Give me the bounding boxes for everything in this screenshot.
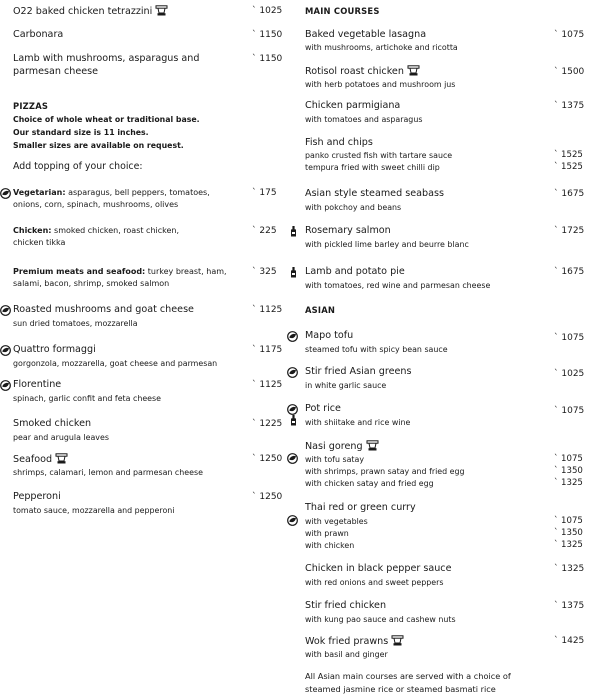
asian-item-option-price: ` 1350 — [554, 466, 583, 476]
menu-item-name: Lamb and potato pie — [305, 266, 405, 277]
pizza-name: Smoked chicken — [13, 418, 92, 429]
asian-item-description: in white garlic sauce — [305, 381, 387, 390]
pizza-price: ` 1250 — [252, 454, 283, 464]
menu-item-name: Asian style steamed seabass — [305, 188, 444, 199]
menu-item-description: with tomatoes, red wine and parmesan cheese — [305, 281, 491, 290]
asian-item-description: with kung pao sauce and cashew nuts — [305, 615, 456, 624]
menu-item-price: ` 1675 — [554, 267, 585, 277]
alcohol-icon — [290, 267, 297, 278]
menu-item-name: Fish and chips — [305, 137, 373, 148]
asian-item-price: ` 1075 — [554, 406, 585, 416]
pizza-note: Our standard size is 11 inches. — [13, 128, 149, 137]
asian-item-name: Mapo tofu — [305, 330, 354, 341]
menu-item-description: with pickled lime barley and beurre blanc — [305, 240, 469, 249]
menu-item-name: O22 baked chicken tetrazzini — [13, 5, 168, 18]
menu-item-description: with mushrooms, artichoke and ricotta — [305, 43, 458, 52]
vegetarian-icon — [0, 305, 11, 316]
pizza-description: tomato sauce, mozzarella and pepperoni — [13, 506, 175, 515]
menu-item-name: Rosemary salmon — [305, 225, 391, 236]
chef-hat-icon — [366, 440, 379, 451]
pizza-description: sun dried tomatoes, mozzarella — [13, 319, 138, 328]
asian-item-option: with tofu satay — [305, 455, 365, 464]
vegetarian-icon — [287, 515, 298, 526]
menu-item-description: with pokchoy and beans — [305, 203, 402, 212]
menu-item-price: ` 1025 — [252, 6, 283, 16]
menu-item-option-price: ` 1525 — [554, 150, 583, 160]
topping-price: ` 325 — [252, 267, 277, 277]
asian-item-price: ` 1025 — [554, 369, 585, 379]
asian-item-option-price: ` 1350 — [554, 528, 583, 538]
vegetarian-icon — [0, 345, 11, 356]
asian-item-option: with vegetables — [305, 517, 368, 526]
menu-item-price: ` 1500 — [554, 67, 585, 77]
asian-item-price: ` 1425 — [554, 636, 585, 646]
asian-item-option-price: ` 1075 — [554, 516, 583, 526]
menu-item-name: Carbonara — [13, 29, 64, 40]
menu-item-price: ` 1150 — [252, 54, 283, 64]
asian-item-option-price: ` 1075 — [554, 454, 583, 464]
topping-line: Chicken: smoked chicken, roast chicken, — [13, 226, 180, 235]
pizza-name: Quattro formaggi — [13, 344, 96, 355]
pizza-price: ` 1125 — [252, 380, 283, 390]
asian-item-name: Chicken in black pepper sauce — [305, 563, 452, 574]
vegetarian-icon — [287, 331, 298, 342]
asian-item-option-price: ` 1325 — [554, 540, 583, 550]
asian-item-name: Wok fried prawns — [305, 635, 404, 648]
menu-item-option-price: ` 1525 — [554, 162, 583, 172]
asian-item-price: ` 1325 — [554, 564, 585, 574]
menu-item-name: Baked vegetable lasagna — [305, 29, 427, 40]
asian-item-description: steamed tofu with spicy bean sauce — [305, 345, 448, 354]
menu-item-name-continued: parmesan cheese — [13, 66, 99, 77]
asian-item-name: Thai red or green curry — [305, 502, 416, 513]
pizza-price: ` 1250 — [252, 492, 283, 502]
topping-price: ` 175 — [252, 188, 277, 198]
menu-item-price: ` 1675 — [554, 189, 585, 199]
pizza-name: Roasted mushrooms and goat cheese — [13, 304, 194, 315]
topping-line: Premium meats and seafood: turkey breast, ham, — [13, 267, 227, 276]
chef-hat-icon — [155, 5, 168, 16]
topping-intro: Add topping of your choice: — [13, 161, 143, 172]
pizza-note: Choice of whole wheat or traditional base. — [13, 115, 200, 124]
alcohol-icon — [290, 415, 297, 426]
pizza-description: shrimps, calamari, lemon and parmesan cheese — [13, 468, 203, 477]
asian-item-price: ` 1075 — [554, 333, 585, 343]
vegetarian-icon — [0, 380, 11, 391]
menu-item-option: tempura fried with sweet chilli dip — [305, 163, 440, 172]
menu-item-name: Chicken parmigiana — [305, 100, 401, 111]
asian-item-description: with basil and ginger — [305, 650, 388, 659]
topping-line: salami, bacon, shrimp, smoked salmon — [13, 279, 170, 288]
topping-line: Vegetarian: asparagus, bell peppers, tomatoes, — [13, 188, 210, 197]
pizza-price: ` 1175 — [252, 345, 283, 355]
menu-item-price: ` 1725 — [554, 226, 585, 236]
section-heading-pizzas: PIZZAS — [13, 101, 49, 111]
pizza-description: gorgonzola, mozzarella, goat cheese and parmesan — [13, 359, 218, 368]
pizza-name: Pepperoni — [13, 491, 61, 502]
chef-hat-icon — [55, 453, 68, 464]
vegetarian-icon — [287, 453, 298, 464]
pizza-price: ` 1125 — [252, 305, 283, 315]
vegetarian-icon — [0, 188, 11, 199]
pizza-name: Florentine — [13, 379, 62, 390]
section-heading-main-courses: MAIN COURSES — [305, 6, 380, 16]
asian-footer-note: steamed jasmine rice or steamed basmati rice — [305, 684, 496, 694]
menu-item-price: ` 1075 — [554, 30, 585, 40]
asian-item-option-price: ` 1325 — [554, 478, 583, 488]
asian-item-name: Stir fried chicken — [305, 600, 387, 611]
asian-item-option: with chicken satay and fried egg — [305, 479, 434, 488]
asian-item-option: with shrimps, prawn satay and fried egg — [305, 467, 465, 476]
vegetarian-icon — [287, 404, 298, 415]
menu-item-name: Lamb with mushrooms, asparagus and — [13, 53, 200, 64]
chef-hat-icon — [407, 65, 420, 76]
asian-footer-note: All Asian main courses are served with a choice of — [305, 671, 511, 681]
asian-item-price: ` 1375 — [554, 601, 585, 611]
vegetarian-icon — [287, 367, 298, 378]
alcohol-icon — [290, 226, 297, 237]
pizza-description: pear and arugula leaves — [13, 433, 109, 442]
menu-item-description: with herb potatoes and mushroom jus — [305, 80, 456, 89]
asian-item-description: with shiitake and rice wine — [305, 418, 411, 427]
topping-price: ` 225 — [252, 226, 277, 236]
pizza-price: ` 1225 — [252, 419, 283, 429]
asian-item-name: Pot rice — [305, 403, 341, 414]
menu-item-name: Rotisol roast chicken — [305, 65, 420, 78]
topping-line: onions, corn, spinach, mushrooms, olives — [13, 200, 179, 209]
chef-hat-icon — [391, 635, 404, 646]
menu-item-price: ` 1150 — [252, 30, 283, 40]
menu-item-option: panko crusted fish with tartare sauce — [305, 151, 453, 160]
section-heading-asian: ASIAN — [305, 305, 336, 315]
asian-item-option: with chicken — [305, 541, 355, 550]
asian-item-name: Stir fried Asian greens — [305, 366, 412, 377]
topping-line: chicken tikka — [13, 238, 66, 247]
asian-item-option: with prawn — [305, 529, 349, 538]
asian-item-description: with red onions and sweet peppers — [305, 578, 444, 587]
pizza-name: Seafood — [13, 453, 68, 466]
pizza-note: Smaller sizes are available on request. — [13, 141, 184, 150]
menu-item-description: with tomatoes and asparagus — [305, 115, 423, 124]
asian-item-name: Nasi goreng — [305, 440, 379, 453]
menu-item-price: ` 1375 — [554, 101, 585, 111]
pizza-description: spinach, garlic confit and feta cheese — [13, 394, 161, 403]
